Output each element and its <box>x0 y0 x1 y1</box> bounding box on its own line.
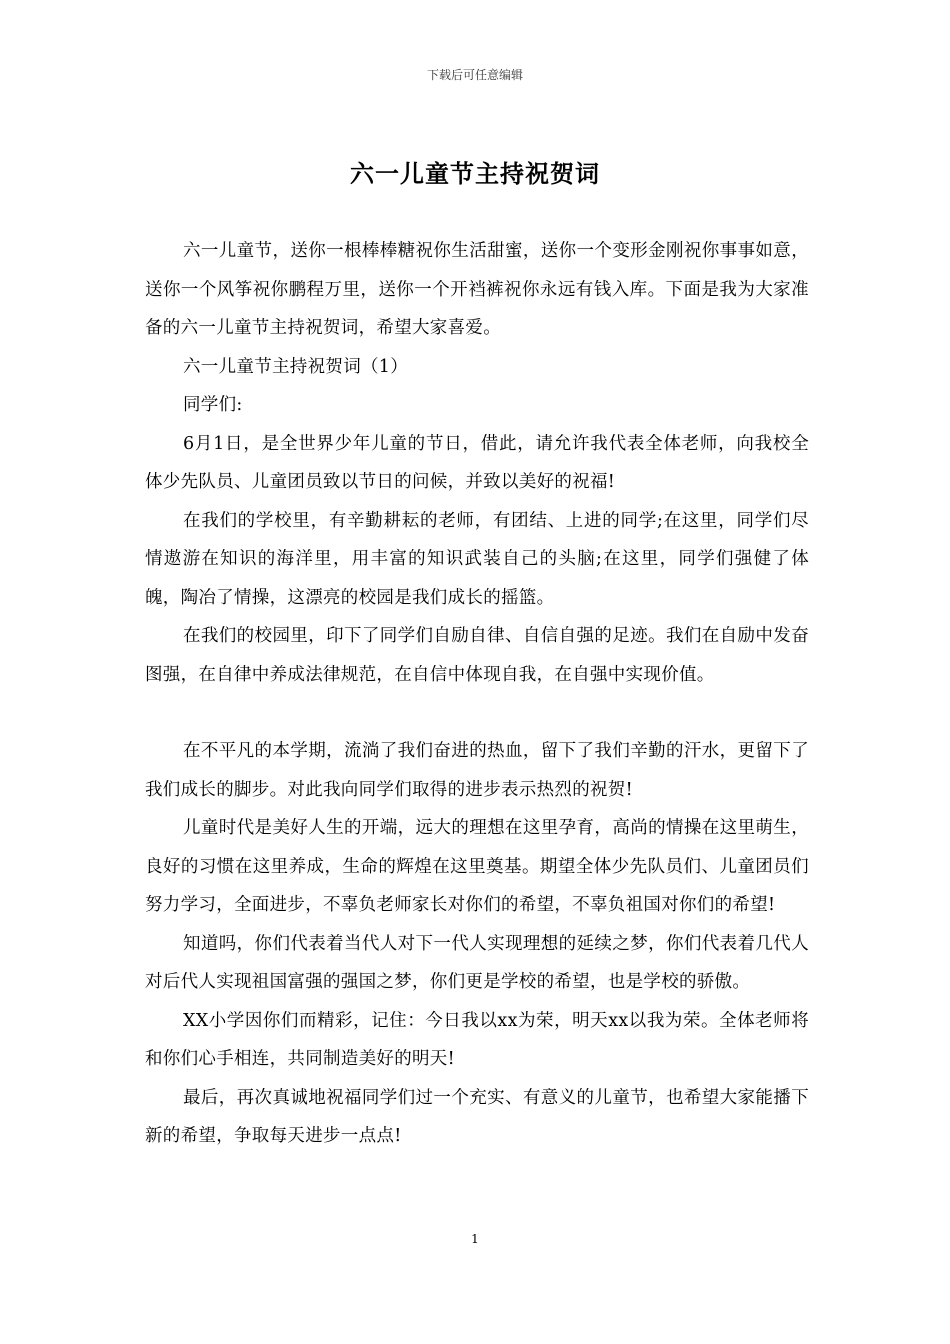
paragraph-school-pride: XX小学因你们而精彩，记住：今日我以xx为荣，明天xx以我为荣。全体老师将和你们心手相连，共同制造美好的明天! <box>145 1010 809 1069</box>
paragraph-salutation: 同学们: <box>183 395 243 415</box>
page-header: 下载后可任意编辑 <box>426 68 523 82</box>
paragraph-school: 在我们的学校里，有辛勤耕耘的老师，有团结、上进的同学;在这里，同学们尽情遨游在知识的海洋里，用丰富的知识武装自己的头脑;在这里，同学们强健了体魄，陶冶了情操，这漂亮的校园是我们成长的摇篮。 <box>145 510 809 608</box>
paragraph-dreams: 知道吗，你们代表着当代人对下一代人实现理想的延续之梦，你们代表着几代人对后代人实现祖国富强的强国之梦，你们更是学校的希望，也是学校的骄傲。 <box>145 933 809 992</box>
paragraph-section-heading: 六一儿童节主持祝贺词（1） <box>183 356 409 377</box>
paragraph-childhood: 儿童时代是美好人生的开端，远大的理想在这里孕育，高尚的情操在这里萌生，良好的习惯在这里养成，生命的辉煌在这里奠基。期望全体少先队员们、儿童团员们努力学习，全面进步，不辜负老师家长对你们的希望，不辜负祖国对你们的希望! <box>145 818 809 915</box>
paragraph-intro: 六一儿童节，送你一根棒棒糖祝你生活甜蜜，送你一个变形金刚祝你事事如意，送你一个风筝祝你鹏程万里，送你一个开裆裤祝你永远有钱入库。下面是我为大家准备的六一儿童节主持祝贺词，希望大家喜爱。 <box>145 241 809 338</box>
paragraph-campus: 在我们的校园里，印下了同学们自励自律、自信自强的足迹。我们在自励中发奋图强，在自律中养成法律规范，在自信中体现自我，在自强中实现价值。 <box>145 626 809 685</box>
paragraph-semester: 在不平凡的本学期，流淌了我们奋进的热血，留下了我们辛勤的汗水，更留下了我们成长的脚步。对此我向同学们取得的进步表示热烈的祝贺! <box>145 741 809 800</box>
page-number: 1 <box>471 1232 479 1246</box>
paragraph-greeting: 6月1日，是全世界少年儿童的节日，借此，请允许我代表全体老师，向我校全体少先队员、儿童团员致以节日的问候，并致以美好的祝福! <box>145 433 809 492</box>
document-title: 六一儿童节主持祝贺词 <box>350 160 600 188</box>
document-body <box>145 232 809 1156</box>
blank-line <box>145 694 809 732</box>
paragraph-closing: 最后，再次真诚地祝福同学们过一个充实、有意义的儿童节，也希望大家能播下新的希望，争取每天进步一点点! <box>145 1087 809 1146</box>
